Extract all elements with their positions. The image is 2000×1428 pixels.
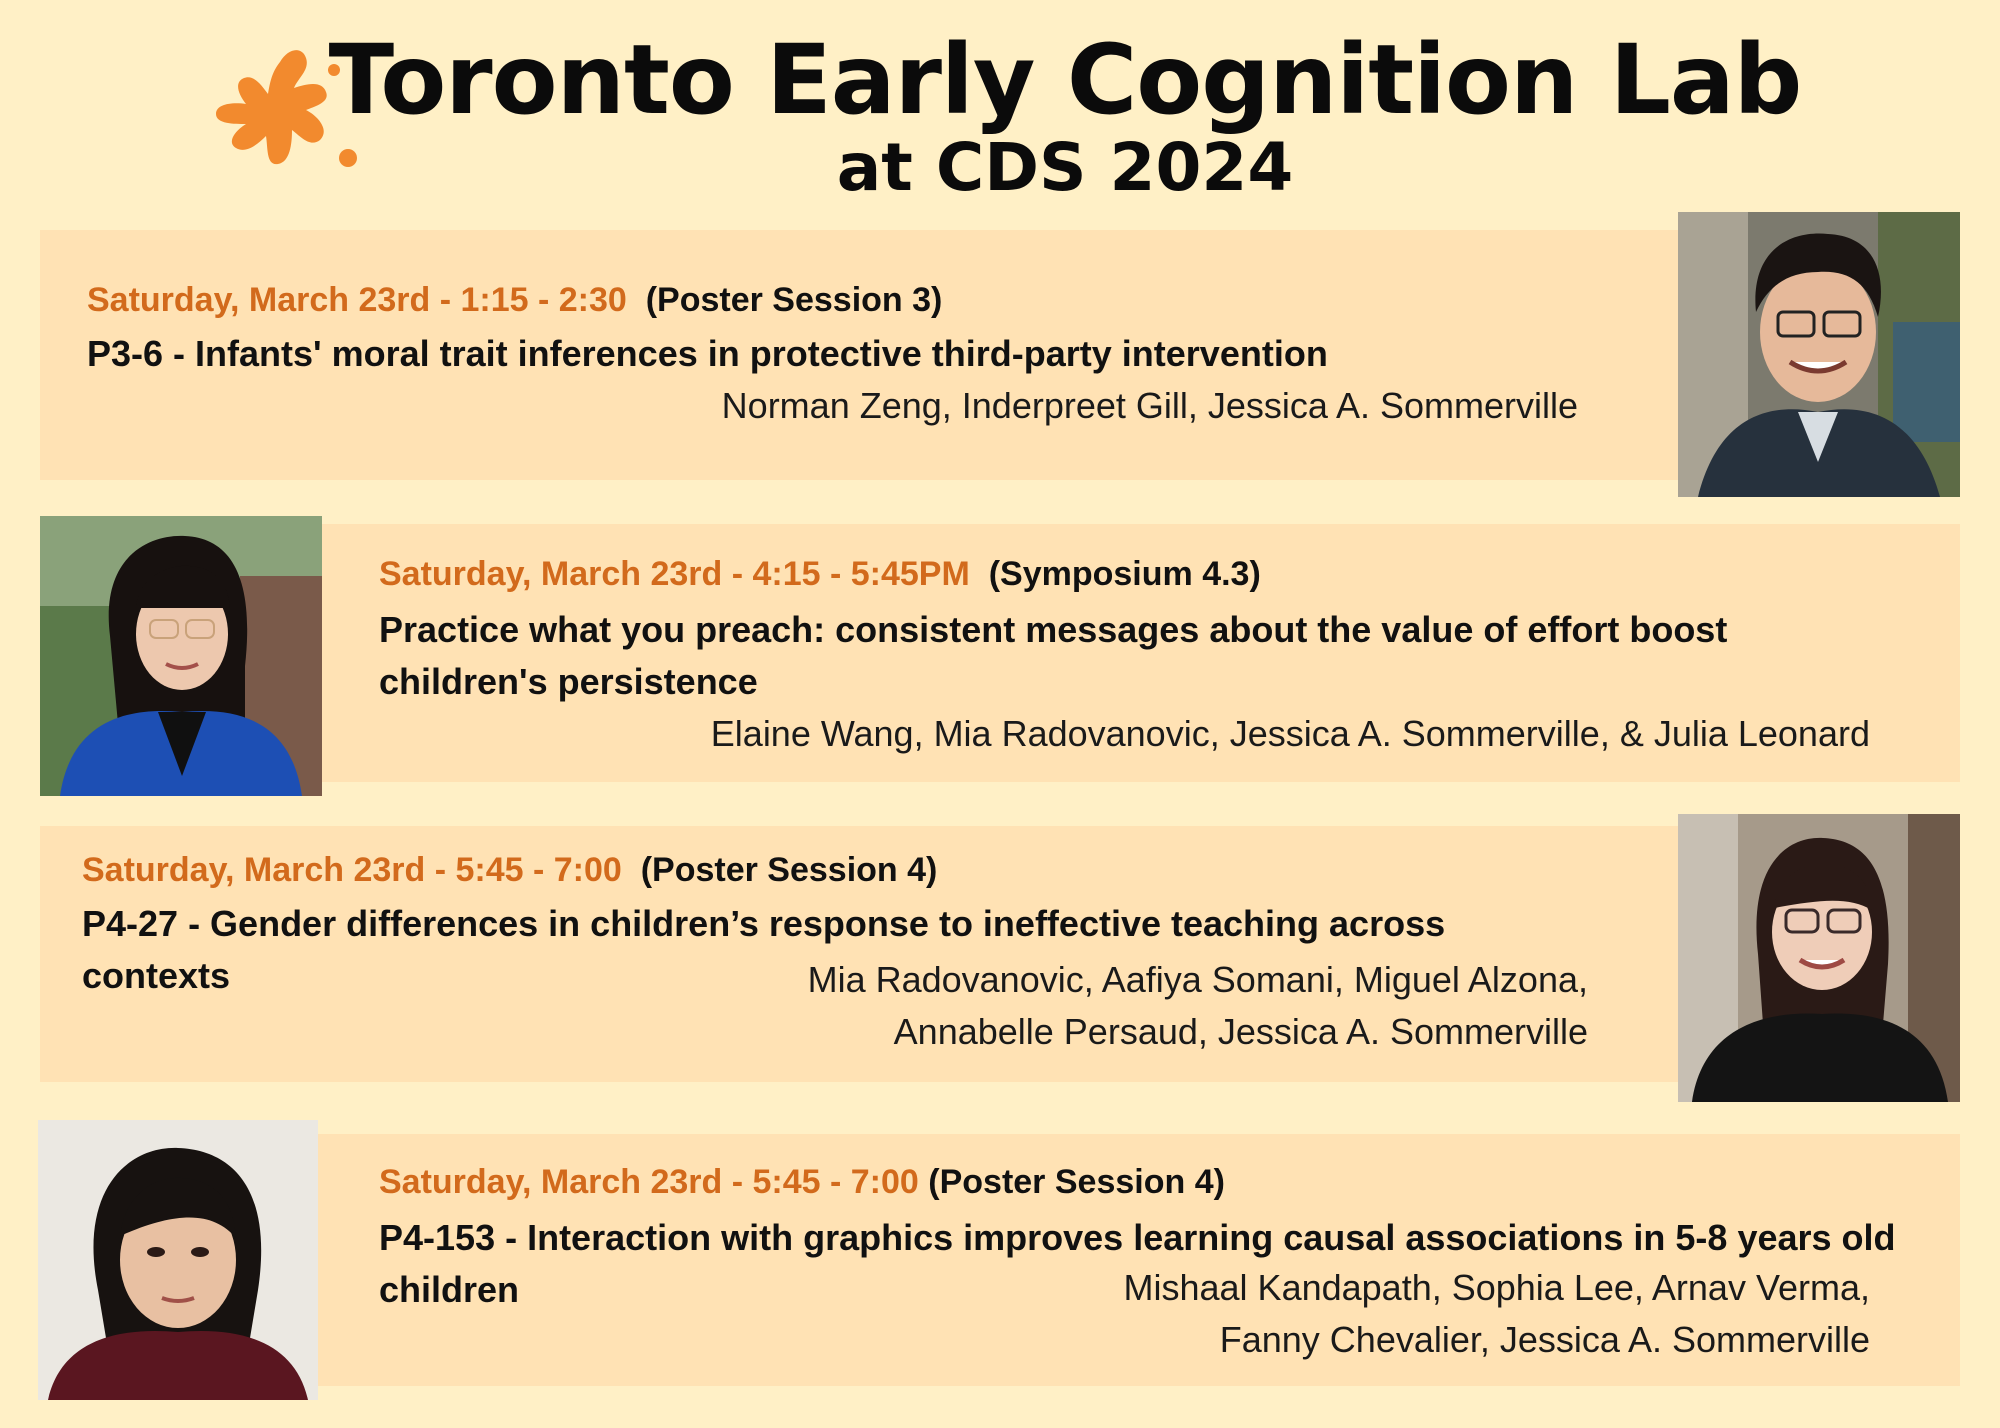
author-line: Mishaal Kandapath, Sophia Lee, Arnav Verma, <box>1123 1267 1870 1308</box>
presentation-time-2 <box>379 554 1261 595</box>
presentation-time-4 <box>379 1162 1225 1203</box>
author-line: Mia Radovanovic, Aafiya Somani, Miguel Alzona, <box>807 959 1588 1000</box>
presentation-date: Saturday, March 23rd - 5:45 - 7:00 <box>379 1163 919 1201</box>
presentation-title-1: P3-6 - Infants' moral trait inferences in protective third-party intervention <box>87 333 1328 374</box>
presentation-title-4: P4-153 - Interaction with graphics improves learning causal associations in 5-8 years old children <box>379 1217 1896 1310</box>
presentation-date: Saturday, March 23rd - 4:15 - 5:45PM <box>379 555 970 593</box>
presentation-title-2: Practice what you preach: consistent messages about the value of effort boost children's persistence <box>379 609 1728 702</box>
author-line: Norman Zeng, Inderpreet Gill, Jessica A. Sommerville <box>721 385 1578 426</box>
presentation-authors-4 <box>870 1262 1870 1366</box>
presenter-photo-woman-blue-blazer-icon <box>40 516 322 796</box>
presentation-authors-2 <box>470 708 1870 760</box>
presenter-photo-woman-glasses-icon <box>1678 814 1960 1102</box>
presentation-date: Saturday, March 23rd - 5:45 - 7:00 <box>82 851 622 889</box>
page-title: Toronto Early Cognition Lab <box>328 24 1802 136</box>
presentation-time-1 <box>87 280 942 321</box>
author-line: Fanny Chevalier, Jessica A. Sommerville <box>1219 1319 1870 1360</box>
session-name: (Symposium 4.3) <box>988 555 1261 593</box>
session-name: (Poster Session 3) <box>645 281 943 319</box>
page-subtitle: at CDS 2024 <box>836 129 1294 206</box>
presenter-photo-woman-red-jacket-icon <box>38 1120 318 1400</box>
presenter-photo-man-glasses-icon <box>1678 212 1960 497</box>
presentation-date: Saturday, March 23rd - 1:15 - 2:30 <box>87 281 627 319</box>
session-name: (Poster Session 4) <box>928 1163 1225 1201</box>
presentation-authors-3 <box>588 954 1588 1058</box>
author-line: Annabelle Persaud, Jessica A. Sommerville <box>893 1011 1588 1052</box>
presentation-time-3 <box>82 850 937 891</box>
author-line: Elaine Wang, Mia Radovanovic, Jessica A. Sommerville, & Julia Leonard <box>710 713 1870 754</box>
presentation-authors-1 <box>378 380 1578 432</box>
session-name: (Poster Session 4) <box>640 851 938 889</box>
presentation-title-3: P4-27 - Gender differences in children’s response to ineffective teaching across contexts <box>82 903 1446 996</box>
